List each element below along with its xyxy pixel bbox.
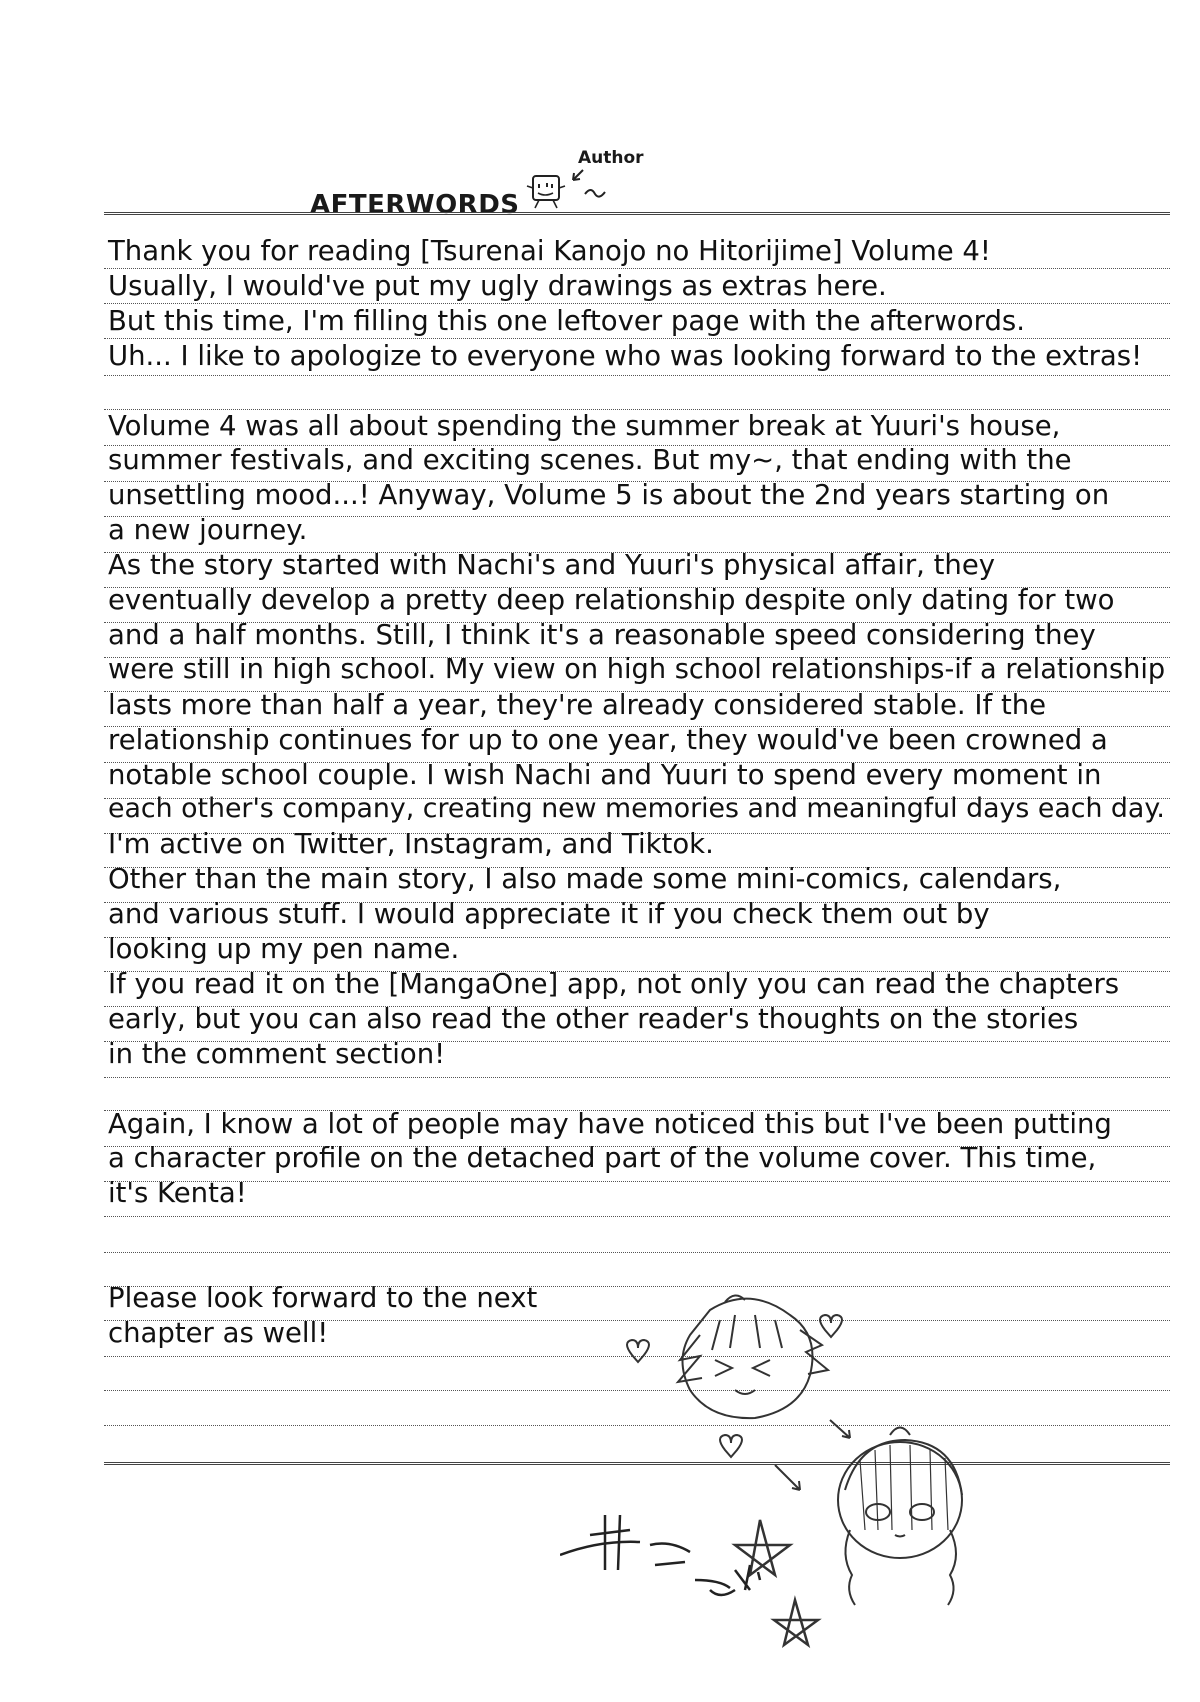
text-line: Again, I know a lot of people may have noticed this but I've been putting bbox=[108, 1107, 1112, 1140]
ruled-line bbox=[104, 1077, 1170, 1078]
text-line: and various stuff. I would appreciate it if you check them out by bbox=[108, 898, 990, 931]
text-line: But this time, I'm filling this one leftover page with the afterwords. bbox=[108, 304, 1025, 337]
text-line: looking up my pen name. bbox=[108, 933, 460, 965]
text-line: eventually develop a pretty deep relationship despite only dating for two bbox=[108, 584, 1115, 616]
text-line: were still in high school. My view on high school relationships-if a relationship bbox=[108, 653, 1166, 685]
text-line: As the story started with Nachi's and Yuuri's physical affair, they bbox=[108, 549, 996, 582]
page-title: AFTERWORDS bbox=[310, 190, 520, 220]
chibi-kenta-drawing bbox=[678, 1295, 828, 1418]
text-line: Thank you for reading [Tsurenai Kanojo no Hitorijime] Volume 4! bbox=[108, 235, 991, 267]
text-line: I'm active on Twitter, Instagram, and Tiktok. bbox=[108, 828, 714, 861]
text-line: and a half months. Still, I think it's a reasonable speed considering they bbox=[108, 618, 1096, 651]
text-line: If you read it on the [MangaOne] app, not only you can read the chapters bbox=[108, 967, 1120, 1000]
text-line: Please look forward to the next bbox=[108, 1282, 538, 1314]
text-line: it's Kenta! bbox=[108, 1177, 247, 1210]
ruled-line bbox=[104, 375, 1170, 376]
text-line: a character profile on the detached part of the volume cover. This time, bbox=[108, 1142, 1097, 1175]
text-line: lasts more than half a year, they're already considered stable. If the bbox=[108, 688, 1047, 721]
text-line: notable school couple. I wish Nachi and Yuuri to spend every moment in bbox=[108, 758, 1102, 791]
text-line: Usually, I would've put my ugly drawings as extras here. bbox=[108, 269, 887, 302]
author-signature bbox=[560, 1515, 760, 1595]
text-line: relationship continues for up to one year, they would've been crowned a bbox=[108, 723, 1108, 756]
star-icon bbox=[774, 1600, 818, 1645]
text-line: a new journey. bbox=[108, 514, 308, 547]
text-line: each other's company, creating new memories and meaningful days each day. bbox=[108, 793, 1165, 825]
ruled-line bbox=[104, 212, 1170, 215]
chibi-girl-drawing bbox=[838, 1428, 962, 1606]
ruled-line bbox=[104, 1181, 1170, 1182]
text-line: chapter as well! bbox=[108, 1316, 329, 1349]
heart-icon bbox=[627, 1340, 649, 1362]
author-avatar-icon bbox=[525, 160, 635, 215]
text-line: summer festivals, and exciting scenes. But my~, that ending with the bbox=[108, 444, 1072, 477]
text-line: Uh... I like to apologize to everyone who was looking forward to the extras! bbox=[108, 339, 1143, 372]
heart-icon bbox=[820, 1315, 842, 1337]
text-line: unsettling mood...! Anyway, Volume 5 is about the 2nd years starting on bbox=[108, 479, 1110, 512]
star-icon bbox=[735, 1520, 790, 1575]
text-line: Other than the main story, I also made some mini-comics, calendars, bbox=[108, 863, 1062, 896]
chibi-characters-drawing bbox=[560, 1290, 1160, 1690]
ruled-line bbox=[104, 1252, 1170, 1253]
ruled-line bbox=[104, 1216, 1170, 1217]
text-line: in the comment section! bbox=[108, 1037, 446, 1070]
heart-icon bbox=[720, 1435, 742, 1457]
text-line: Volume 4 was all about spending the summer break at Yuuri's house, bbox=[108, 409, 1061, 442]
author-label: Author bbox=[578, 148, 644, 168]
text-line: early, but you can also read the other reader's thoughts on the stories bbox=[108, 1002, 1079, 1035]
